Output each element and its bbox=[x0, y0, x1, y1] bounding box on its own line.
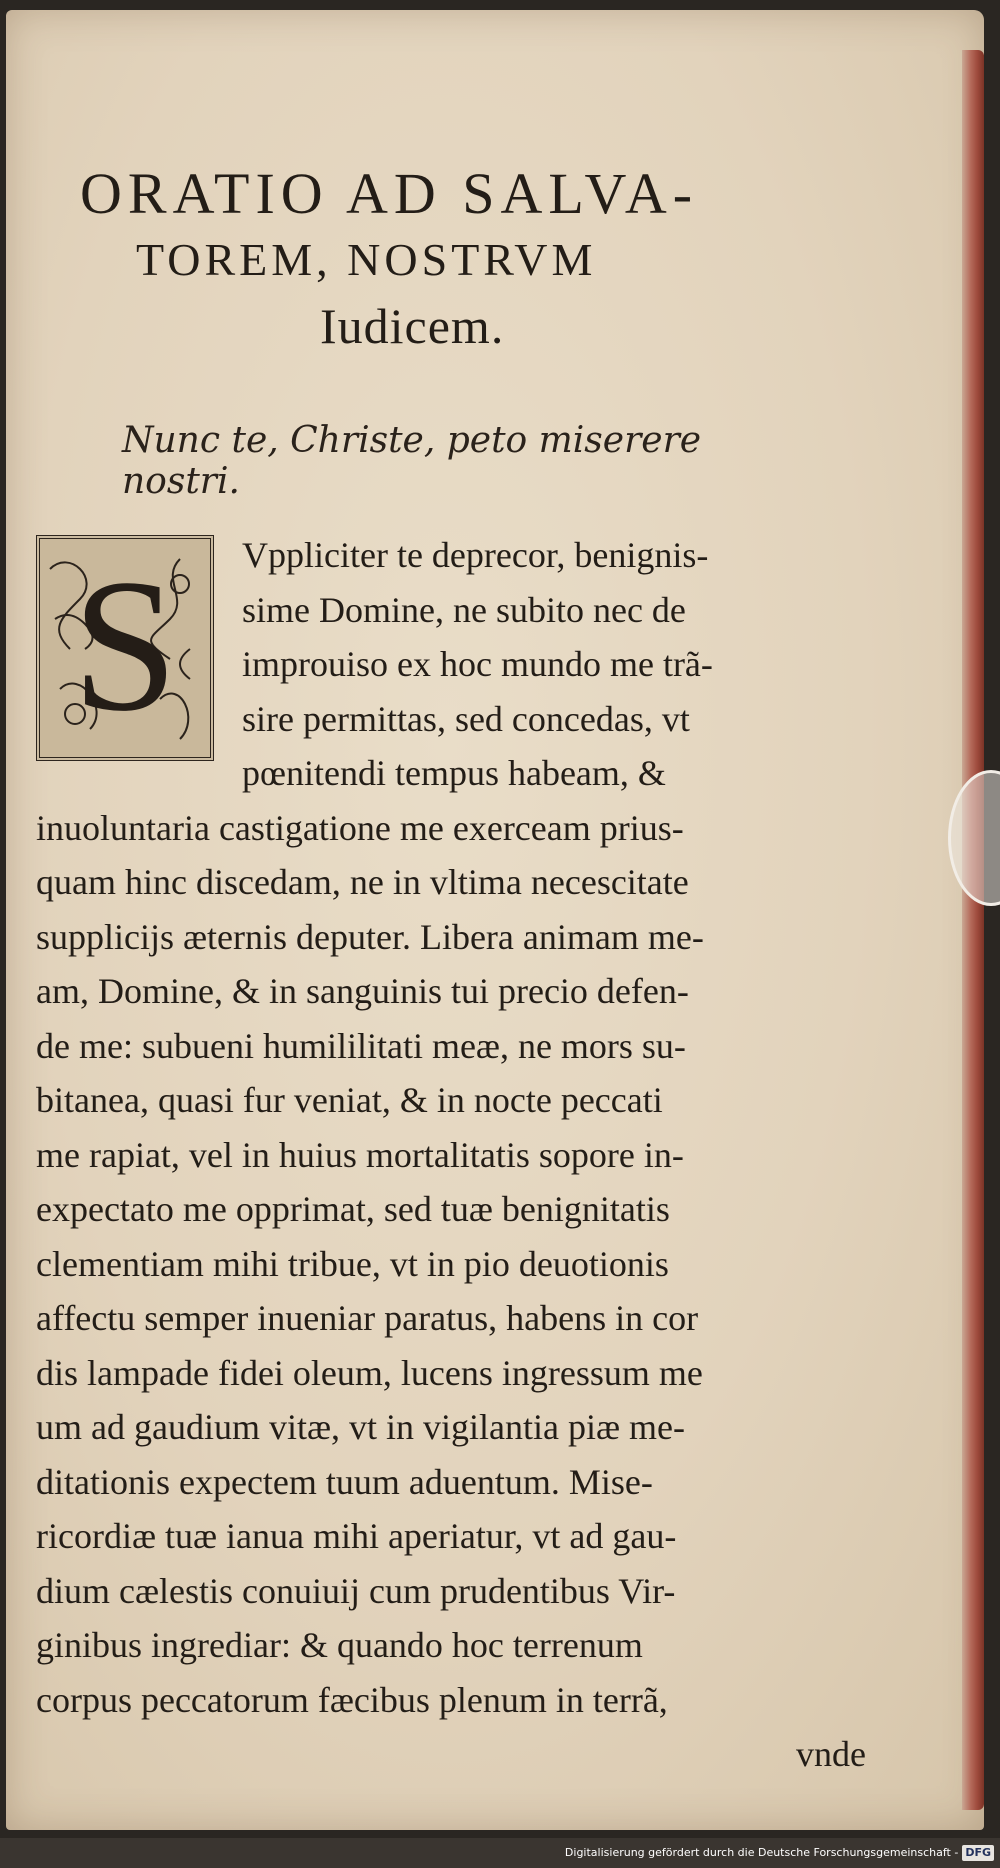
footer-credit: Digitalisierung gefördert durch die Deutsche Forschungsgemeinschaft - bbox=[564, 1846, 959, 1859]
title-line-2: TOREM, NOSTRVM bbox=[136, 234, 597, 285]
text-line: clementiam mihi tribue, vt in pio deuotionis bbox=[36, 1243, 669, 1284]
text-line: ditationis expectem tuum aduentum. Mise- bbox=[36, 1461, 653, 1502]
catchword: vnde bbox=[796, 1734, 866, 1774]
text-line: improuiso ex hoc mundo me trã- bbox=[242, 644, 713, 684]
text-line: affectu semper inueniar paratus, habens in cor bbox=[36, 1298, 699, 1338]
text-line: me rapiat, vel in huius mortalitatis sopore in- bbox=[36, 1134, 684, 1175]
text-line: corpus peccatorum fæcibus plenum in terrã, bbox=[36, 1679, 668, 1720]
book-page bbox=[6, 10, 984, 1830]
text-line: inuoluntaria castigatione me exerceam prius- bbox=[36, 807, 684, 848]
text-line: supplicijs æternis deputer. Libera animam me- bbox=[36, 916, 704, 957]
title bbox=[80, 160, 800, 360]
text-line: um ad gaudium vitæ, vt in vigilantia piæ me- bbox=[36, 1407, 685, 1447]
title-line-1: ORATIO AD SALVA- bbox=[80, 161, 699, 226]
text-line: bitanea, quasi fur veniat, & in nocte peccati bbox=[36, 1080, 663, 1120]
title-line-3: Iudicem. bbox=[320, 298, 505, 354]
text-line: ginibus ingrediar: & quando hoc terrenum bbox=[36, 1625, 643, 1665]
footer-bar bbox=[0, 1838, 1000, 1868]
text-line: dis lampade fidei oleum, lucens ingressum me bbox=[36, 1352, 703, 1393]
text-line: sime Domine, ne subito nec de bbox=[242, 589, 686, 630]
text-line: de me: subueni humililitati meæ, ne mors su- bbox=[36, 1025, 686, 1066]
svg-text:S: S bbox=[72, 541, 178, 751]
epigraph: Nunc te, Christe, peto miserere nostri. bbox=[122, 420, 702, 502]
text-line: pœnitendi tempus habeam, & bbox=[242, 753, 666, 793]
page-edge bbox=[962, 50, 984, 1810]
text-line: sire permittas, sed concedas, vt bbox=[242, 698, 690, 739]
dfg-logo: DFG bbox=[962, 1845, 994, 1861]
text-line: quam hinc discedam, ne in vltima necescitate bbox=[36, 862, 689, 902]
text-line: ricordiæ tuæ ianua mihi aperiatur, vt ad gau- bbox=[36, 1516, 677, 1556]
text-line: am, Domine, & in sanguinis tui precio defen- bbox=[36, 971, 689, 1011]
text-line: expectato me opprimat, sed tuæ benignitatis bbox=[36, 1189, 670, 1229]
prayer-text bbox=[36, 528, 876, 1782]
text-line: dium cælestis conuiuij cum prudentibus Vir- bbox=[36, 1570, 676, 1611]
text-line: Vppliciter te deprecor, benignis- bbox=[242, 535, 709, 575]
